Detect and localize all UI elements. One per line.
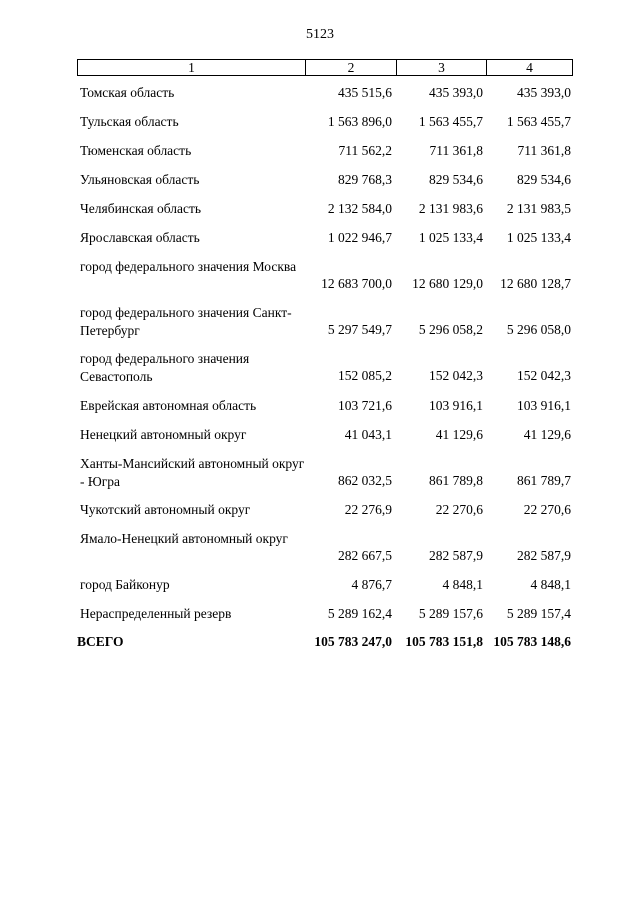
region-name: город федерального значения Санкт-Петербург (80, 305, 292, 338)
total-col-2: 105 783 247,0 (314, 634, 392, 649)
value-col-2: 829 768,3 (338, 172, 392, 187)
value-col-3: 12 680 129,0 (412, 276, 483, 291)
total-col-4: 105 783 148,6 (493, 634, 571, 649)
region-name: Ульяновская область (80, 172, 200, 187)
region-name: город федерального значения Москва (80, 259, 297, 274)
value-col-2: 103 721,6 (338, 398, 392, 413)
value-col-3: 861 789,8 (429, 473, 483, 488)
region-name: Тульская область (80, 114, 179, 129)
region-name: Нераспределенный резерв (80, 606, 232, 621)
region-name: Ханты-Мансийский автономный округ - Югра (80, 456, 305, 489)
value-col-2: 5 297 549,7 (327, 322, 392, 337)
value-col-4: 12 680 128,7 (500, 276, 571, 291)
value-col-4: 152 042,3 (517, 368, 571, 383)
value-col-2: 711 562,2 (338, 143, 392, 158)
value-col-3: 282 587,9 (429, 548, 483, 563)
header-col-4: 4 (526, 60, 533, 75)
value-col-4: 22 270,6 (523, 502, 571, 517)
total-label: ВСЕГО (77, 634, 124, 649)
value-col-3: 1 025 133,4 (418, 230, 483, 245)
value-col-3: 4 848,1 (442, 577, 483, 592)
value-col-2: 152 085,2 (338, 368, 392, 383)
region-name: Тюменская область (80, 143, 192, 158)
value-col-4: 103 916,1 (517, 398, 571, 413)
value-col-4: 711 361,8 (517, 143, 571, 158)
value-col-3: 103 916,1 (429, 398, 483, 413)
value-col-4: 1 563 455,7 (506, 114, 571, 129)
region-name: Ямало-Ненецкий автономный округ (80, 531, 288, 546)
value-col-4: 282 587,9 (517, 548, 571, 563)
region-name: Еврейская автономная область (80, 398, 257, 413)
value-col-4: 1 025 133,4 (506, 230, 571, 245)
region-name: Чукотский автономный округ (80, 502, 251, 517)
value-col-4: 2 131 983,5 (506, 201, 571, 216)
header-col-2: 2 (306, 60, 397, 75)
budget-table (77, 59, 573, 649)
value-col-3: 2 131 983,6 (418, 201, 483, 216)
region-name: Ненецкий автономный округ (80, 427, 247, 442)
region-name: Челябинская область (80, 201, 202, 216)
value-col-4: 435 393,0 (517, 85, 571, 100)
value-col-3: 435 393,0 (429, 85, 483, 100)
value-col-2: 2 132 584,0 (327, 201, 392, 216)
region-name: город Байконур (80, 577, 170, 592)
value-col-2: 862 032,5 (338, 473, 392, 488)
header-col-3: 3 (397, 60, 487, 75)
table-header (77, 59, 573, 76)
value-col-3: 41 129,6 (435, 427, 483, 442)
value-col-3: 5 289 157,6 (418, 606, 483, 621)
value-col-4: 5 289 157,4 (506, 606, 571, 621)
value-col-2: 282 667,5 (338, 548, 392, 563)
value-col-2: 5 289 162,4 (327, 606, 392, 621)
value-col-2: 22 276,9 (344, 502, 392, 517)
value-col-3: 1 563 455,7 (418, 114, 483, 129)
value-col-2: 12 683 700,0 (321, 276, 392, 291)
value-col-2: 4 876,7 (351, 577, 392, 592)
header-col-1: 1 (78, 60, 306, 75)
value-col-3: 5 296 058,2 (418, 322, 483, 337)
value-col-4: 5 296 058,0 (506, 322, 571, 337)
value-col-2: 1 022 946,7 (327, 230, 392, 245)
page-number: 5123 (306, 27, 334, 42)
value-col-3: 711 361,8 (429, 143, 483, 158)
value-col-4: 829 534,6 (517, 172, 571, 187)
region-name: Ярославская область (80, 230, 200, 245)
value-col-3: 829 534,6 (429, 172, 483, 187)
value-col-4: 41 129,6 (523, 427, 571, 442)
value-col-2: 1 563 896,0 (327, 114, 392, 129)
value-col-4: 861 789,7 (517, 473, 571, 488)
value-col-4: 4 848,1 (530, 577, 571, 592)
value-col-2: 435 515,6 (338, 85, 392, 100)
region-name: город федерального значения Севастополь (80, 351, 250, 384)
value-col-3: 22 270,6 (435, 502, 483, 517)
region-name: Томская область (80, 85, 175, 100)
value-col-3: 152 042,3 (429, 368, 483, 383)
total-col-3: 105 783 151,8 (405, 634, 483, 649)
value-col-2: 41 043,1 (344, 427, 392, 442)
